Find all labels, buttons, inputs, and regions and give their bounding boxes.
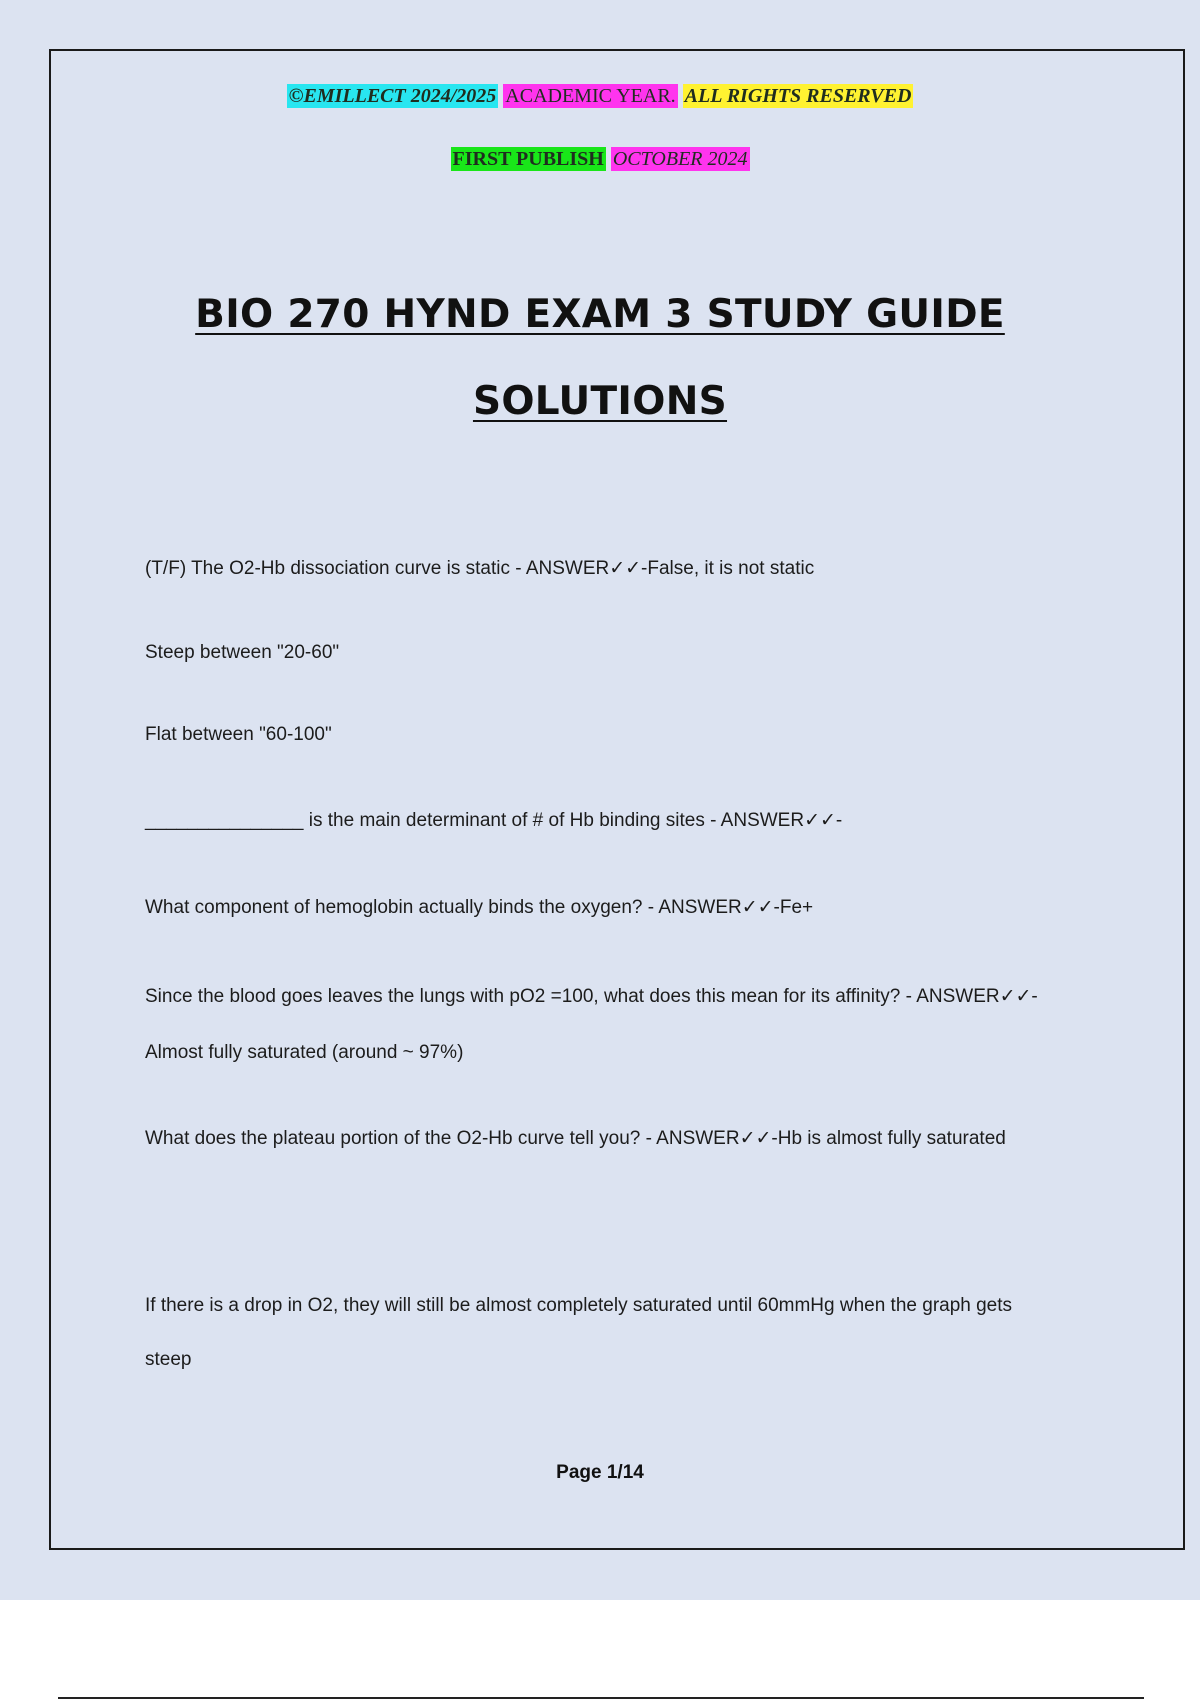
publish-header bbox=[0, 148, 1200, 171]
page-border bbox=[49, 49, 1185, 1550]
publish-date-text: OCTOBER 2024 bbox=[612, 148, 748, 170]
copyright-header bbox=[0, 85, 1200, 108]
question-paragraph: If there is a drop in O2, they will still be almost completely saturated until 60mmHg when the graph gets bbox=[145, 1295, 1013, 1316]
page-number: Page 1/14 bbox=[556, 1462, 644, 1483]
rights-text: ALL RIGHTS RESERVED bbox=[684, 85, 912, 107]
document-title-line2: SOLUTIONS bbox=[472, 379, 728, 424]
question-paragraph: Flat between "60-100" bbox=[145, 724, 332, 745]
copyright-text: ©EMILLECT 2024/2025 bbox=[288, 85, 497, 107]
academic-year-text: ACADEMIC YEAR. bbox=[505, 85, 676, 107]
question-paragraph: steep bbox=[145, 1349, 192, 1370]
document-title-line1: BIO 270 HYND EXAM 3 STUDY GUIDE bbox=[195, 292, 1005, 337]
question-paragraph: What does the plateau portion of the O2-Hb curve tell you? - ANSWER✓✓-Hb is almost fully saturated bbox=[145, 1128, 1006, 1149]
first-publish-text: FIRST PUBLISH bbox=[452, 148, 604, 170]
question-paragraph: What component of hemoglobin actually binds the oxygen? - ANSWER✓✓-Fe+ bbox=[145, 897, 814, 918]
next-page-divider bbox=[58, 1697, 1144, 1699]
question-paragraph: Almost fully saturated (around ~ 97%) bbox=[145, 1042, 464, 1063]
question-paragraph: Steep between "20-60" bbox=[145, 642, 340, 663]
question-paragraph: _______________ is the main determinant of # of Hb binding sites - ANSWER✓✓- bbox=[145, 810, 843, 831]
question-paragraph: Since the blood goes leaves the lungs with pO2 =100, what does this mean for its affinity? - ANSWER✓✓- bbox=[145, 986, 1038, 1007]
question-paragraph: (T/F) The O2-Hb dissociation curve is static - ANSWER✓✓-False, it is not static bbox=[145, 558, 815, 579]
